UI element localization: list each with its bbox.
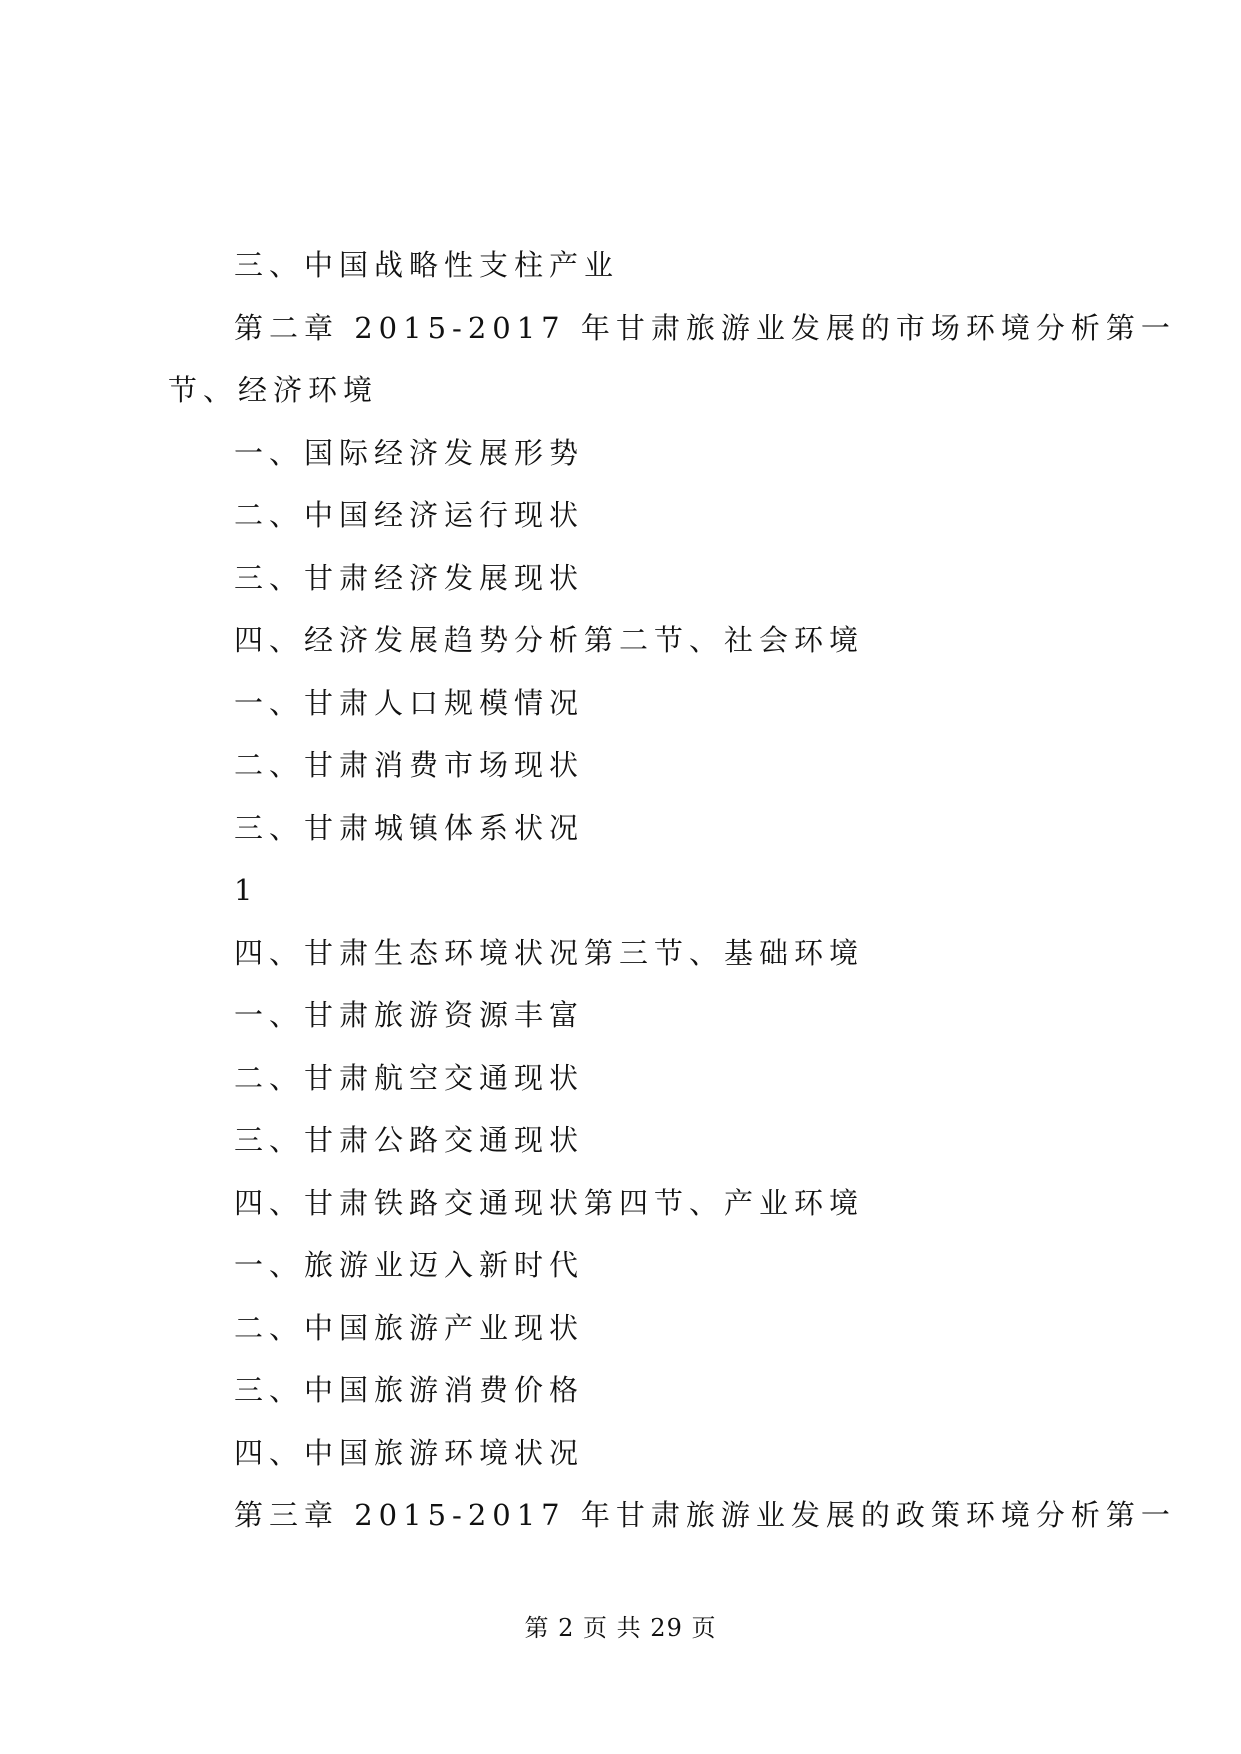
text-line: 一、甘肃旅游资源丰富 xyxy=(234,998,585,1032)
text-line: 三、甘肃城镇体系状况 xyxy=(234,810,585,845)
text-line: 四、中国旅游环境状况 xyxy=(234,1435,585,1470)
text-line: 四、甘肃铁路交通现状第四节、产业环境 xyxy=(234,1185,865,1220)
text-line: 一、甘肃人口规模情况 xyxy=(234,685,585,720)
text-line: 三、中国旅游消费价格 xyxy=(234,1373,585,1407)
chapter-heading: 第二章 2015-2017 年甘肃旅游业发展的市场环境分析第一 xyxy=(234,310,1176,345)
text-line: 1 xyxy=(234,873,259,907)
text-line: 二、甘肃航空交通现状 xyxy=(234,1060,585,1095)
text-line: 节、经济环境 xyxy=(168,373,379,407)
text-line: 一、国际经济发展形势 xyxy=(234,435,585,470)
text-line: 三、中国战略性支柱产业 xyxy=(234,248,620,282)
text-line: 一、旅游业迈入新时代 xyxy=(234,1248,585,1282)
chapter-heading: 第三章 2015-2017 年甘肃旅游业发展的政策环境分析第一 xyxy=(234,1498,1176,1532)
text-line: 四、甘肃生态环境状况第三节、基础环境 xyxy=(234,935,865,970)
page-footer: 第 2 页 共 29 页 xyxy=(524,1614,717,1642)
text-line: 三、甘肃经济发展现状 xyxy=(234,560,585,595)
text-line: 三、甘肃公路交通现状 xyxy=(234,1123,585,1157)
document-body xyxy=(168,234,1176,1547)
text-line: 四、经济发展趋势分析第二节、社会环境 xyxy=(234,623,865,657)
text-line: 二、中国经济运行现状 xyxy=(234,498,585,532)
text-line: 二、中国旅游产业现状 xyxy=(234,1310,585,1345)
text-line: 二、甘肃消费市场现状 xyxy=(234,748,585,782)
